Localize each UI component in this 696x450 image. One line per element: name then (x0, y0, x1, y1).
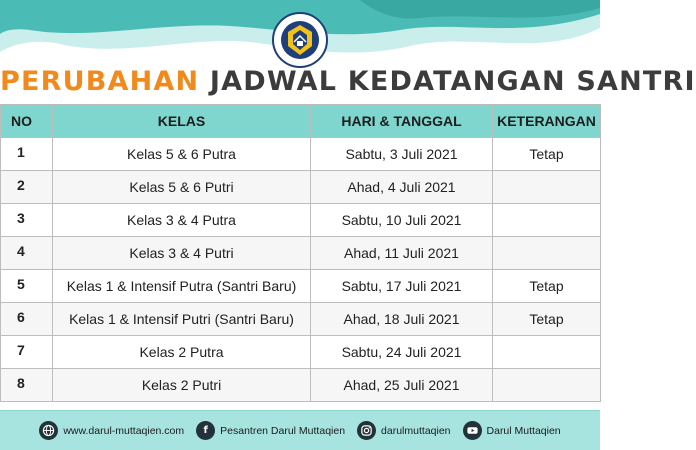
cell-keterangan (493, 336, 601, 369)
cell-keterangan (493, 369, 601, 402)
contact-footer (0, 410, 600, 450)
cell-keterangan: Tetap (493, 138, 601, 171)
facebook-icon: f (196, 421, 215, 440)
title-main: JADWAL KEDATANGAN SANTRI (209, 66, 696, 97)
schedule-table (0, 104, 601, 402)
pesantren-logo (272, 12, 328, 68)
youtube-icon (463, 421, 482, 440)
cell-no: 1 (1, 138, 53, 171)
cell-no: 6 (1, 303, 53, 336)
cell-tanggal: Sabtu, 10 Juli 2021 (311, 204, 493, 237)
instagram-link[interactable] (357, 421, 450, 440)
cell-kelas: Kelas 1 & Intensif Putri (Santri Baru) (53, 303, 311, 336)
table-header-row (1, 105, 601, 138)
globe-icon (39, 421, 58, 440)
cell-no: 8 (1, 369, 53, 402)
cell-tanggal: Ahad, 11 Juli 2021 (311, 237, 493, 270)
table-row (1, 336, 601, 369)
table-row (1, 303, 601, 336)
cell-tanggal: Sabtu, 17 Juli 2021 (311, 270, 493, 303)
column-header-tanggal: HARI & TANGGAL (311, 105, 493, 138)
column-header-kelas: KELAS (53, 105, 311, 138)
title-accent: PERUBAHAN (0, 66, 200, 97)
cell-tanggal: Ahad, 4 Juli 2021 (311, 171, 493, 204)
youtube-link[interactable] (463, 421, 561, 440)
cell-no: 5 (1, 270, 53, 303)
table-row (1, 369, 601, 402)
table-row (1, 171, 601, 204)
cell-kelas: Kelas 5 & 6 Putra (53, 138, 311, 171)
instagram-icon (357, 421, 376, 440)
cell-keterangan: Tetap (493, 270, 601, 303)
instagram-text: darulmuttaqien (381, 424, 451, 437)
table-row (1, 204, 601, 237)
cell-no: 2 (1, 171, 53, 204)
page-title (0, 66, 696, 97)
cell-kelas: Kelas 5 & 6 Putri (53, 171, 311, 204)
cell-keterangan (493, 204, 601, 237)
cell-tanggal: Sabtu, 24 Juli 2021 (311, 336, 493, 369)
cell-keterangan (493, 171, 601, 204)
cell-keterangan (493, 237, 601, 270)
table-row (1, 237, 601, 270)
website-link[interactable] (39, 421, 184, 440)
cell-no: 4 (1, 237, 53, 270)
cell-no: 3 (1, 204, 53, 237)
website-text: www.darul-muttaqien.com (63, 424, 185, 437)
table-row (1, 138, 601, 171)
cell-kelas: Kelas 2 Putri (53, 369, 311, 402)
facebook-text: Pesantren Darul Muttaqien (220, 424, 346, 437)
cell-kelas: Kelas 2 Putra (53, 336, 311, 369)
cell-kelas: Kelas 1 & Intensif Putra (Santri Baru) (53, 270, 311, 303)
column-header-keterangan: KETERANGAN (493, 105, 601, 138)
facebook-link[interactable] (196, 421, 345, 440)
table-row (1, 270, 601, 303)
cell-keterangan: Tetap (493, 303, 601, 336)
cell-no: 7 (1, 336, 53, 369)
cell-tanggal: Ahad, 25 Juli 2021 (311, 369, 493, 402)
cell-kelas: Kelas 3 & 4 Putra (53, 204, 311, 237)
cell-kelas: Kelas 3 & 4 Putri (53, 237, 311, 270)
column-header-no: NO (1, 105, 53, 138)
schedule-table-wrap (0, 104, 600, 402)
youtube-text: Darul Muttaqien (486, 424, 561, 437)
cell-tanggal: Sabtu, 3 Juli 2021 (311, 138, 493, 171)
cell-tanggal: Ahad, 18 Juli 2021 (311, 303, 493, 336)
